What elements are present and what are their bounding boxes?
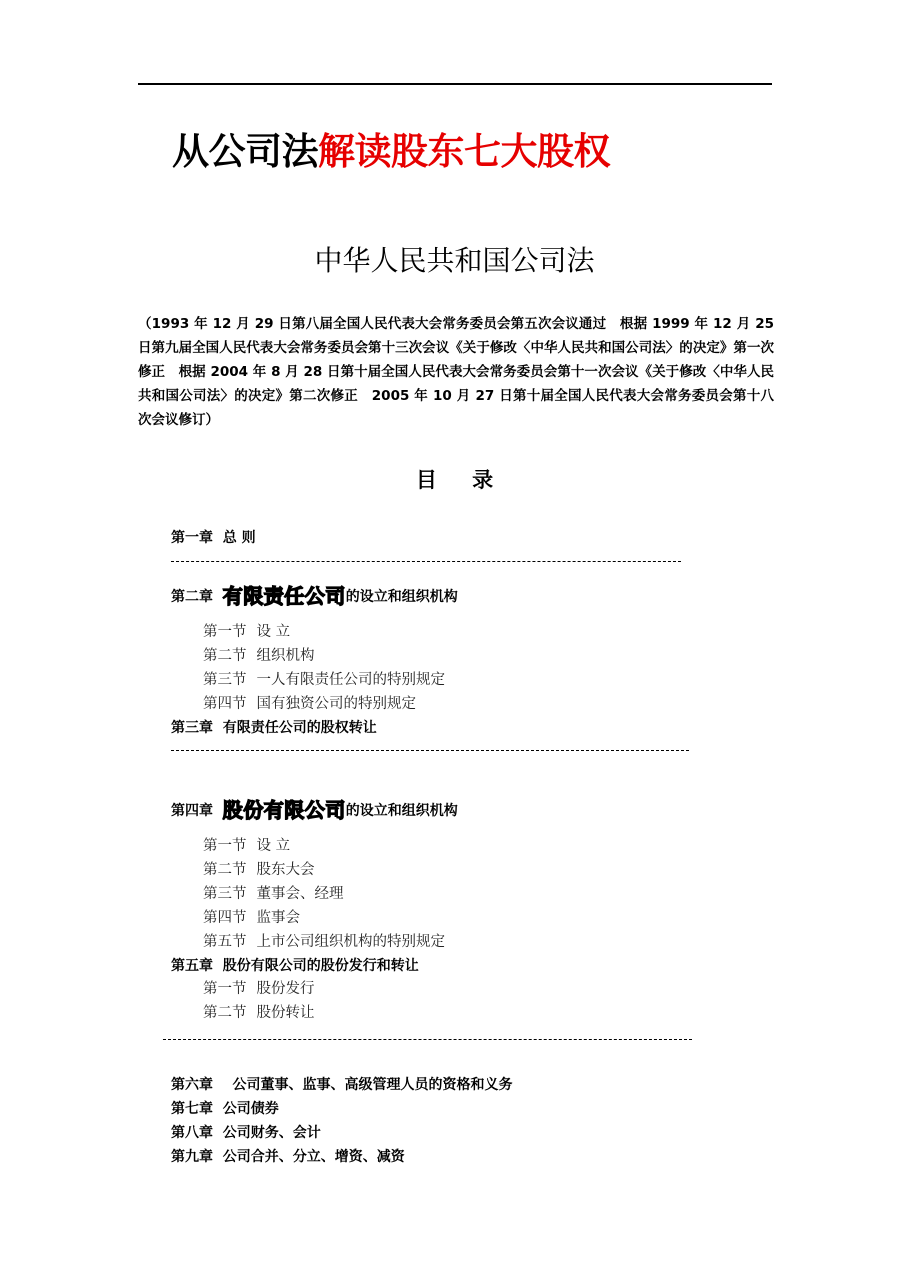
toc-section[interactable]	[203, 694, 416, 714]
toc-section[interactable]	[203, 932, 445, 952]
title-red-part: 解读股东七大股权	[318, 130, 610, 173]
toc-section[interactable]	[203, 836, 290, 856]
chapter-number: 第四章	[171, 803, 213, 819]
toc-section[interactable]	[203, 908, 300, 928]
section-title: 组织机构	[256, 648, 315, 664]
section-number: 第五节	[203, 934, 247, 950]
section-title: 股份发行	[256, 981, 315, 997]
section-title: 设 立	[256, 838, 291, 854]
dashed-divider	[171, 561, 681, 562]
toc-chapter-1[interactable]	[171, 528, 256, 548]
section-number: 第四节	[203, 910, 247, 926]
toc-chapter-3[interactable]	[171, 718, 377, 738]
section-title: 监事会	[256, 910, 300, 926]
toc-section[interactable]	[203, 646, 315, 666]
chapter-title-highlight: 股份有限公司	[222, 798, 346, 822]
title-black-part: 从公司法	[172, 130, 318, 173]
chapter-title: 股份有限公司的股份发行和转让	[222, 958, 419, 974]
document-title	[172, 130, 610, 174]
toc-section[interactable]	[203, 979, 315, 999]
section-number: 第四节	[203, 696, 247, 712]
chapter-number: 第七章	[171, 1101, 213, 1117]
section-title: 设 立	[256, 624, 291, 640]
section-title: 上市公司组织机构的特别规定	[256, 934, 445, 950]
toc-chapter-4[interactable]	[171, 800, 458, 821]
section-number: 第二节	[203, 648, 247, 664]
section-number: 第一节	[203, 624, 247, 640]
toc-section[interactable]	[203, 884, 344, 904]
top-rule	[138, 83, 772, 85]
chapter-title: 的设立和组织机构	[345, 589, 458, 605]
section-title: 的特别规定	[343, 696, 416, 712]
section-number: 第二节	[203, 862, 247, 878]
dashed-divider	[163, 1039, 692, 1040]
section-number: 第二节	[203, 1005, 247, 1021]
toc-section[interactable]	[203, 1003, 315, 1023]
toc-chapter-2[interactable]	[171, 586, 458, 607]
dashed-divider	[171, 750, 689, 751]
section-number: 第一节	[203, 981, 247, 997]
chapter-number: 第八章	[171, 1125, 213, 1141]
chapter-title-highlight: 有限责任公司	[222, 584, 346, 608]
toc-chapter-6[interactable]	[171, 1075, 513, 1095]
section-title: 股份转让	[256, 1005, 315, 1021]
chapter-number: 第二章	[171, 589, 213, 605]
chapter-title: 公司债券	[222, 1101, 279, 1117]
toc-chapter-8[interactable]	[171, 1123, 321, 1143]
chapter-number: 第一章	[171, 530, 213, 546]
chapter-title: 公司董事、监事、高级管理人员的资格和义务	[232, 1077, 513, 1093]
chapter-title: 公司财务、会计	[222, 1125, 321, 1141]
toc-section[interactable]	[203, 670, 445, 690]
section-number: 第三节	[203, 886, 247, 902]
section-title: 股东大会	[256, 862, 315, 878]
toc-chapter-9[interactable]	[171, 1147, 405, 1167]
section-number: 第三节	[203, 672, 247, 688]
law-title: 中华人民共和国公司法	[314, 244, 595, 277]
section-number: 第一节	[203, 838, 247, 854]
chapter-title: 总 则	[222, 530, 256, 546]
chapter-number: 第三章	[171, 720, 213, 736]
toc-chapter-5[interactable]	[171, 956, 419, 976]
toc-title: 目 录	[415, 468, 508, 492]
chapter-number: 第九章	[171, 1149, 213, 1165]
chapter-number: 第六章	[171, 1077, 213, 1093]
section-title-highlight: 国有独资公司	[256, 696, 344, 712]
law-revision-note: （1993 年 12 月 29 日第八届全国人民代表大会常务委员会第五次会议通过 根据 1999 年 12 月 25 日第九届全国人民代表大会常务委员会第十三次会议《关于修改〈中华人民共和国公司法〉的决定》第一次修正 根据 2004 年 8 月 28 日第十届全国人民代表大会常务委员会第十一次会议《关于修改〈中华人民共和国公司法〉的决定》第二次修正 2005 年 10 月 27 日第十届全国人民代表大会常务委员会第十八次会议修订）	[138, 316, 774, 428]
section-title: 一人有限责任公司的特别规定	[256, 672, 445, 688]
toc-chapter-7[interactable]	[171, 1099, 279, 1119]
chapter-title: 公司合并、分立、增资、减资	[222, 1149, 405, 1165]
toc-section[interactable]	[203, 622, 290, 642]
toc-section[interactable]	[203, 860, 315, 880]
chapter-number: 第五章	[171, 958, 213, 974]
chapter-title: 有限责任公司的股权转让	[222, 720, 377, 736]
chapter-title: 的设立和组织机构	[345, 803, 458, 819]
section-title: 董事会、经理	[256, 886, 344, 902]
